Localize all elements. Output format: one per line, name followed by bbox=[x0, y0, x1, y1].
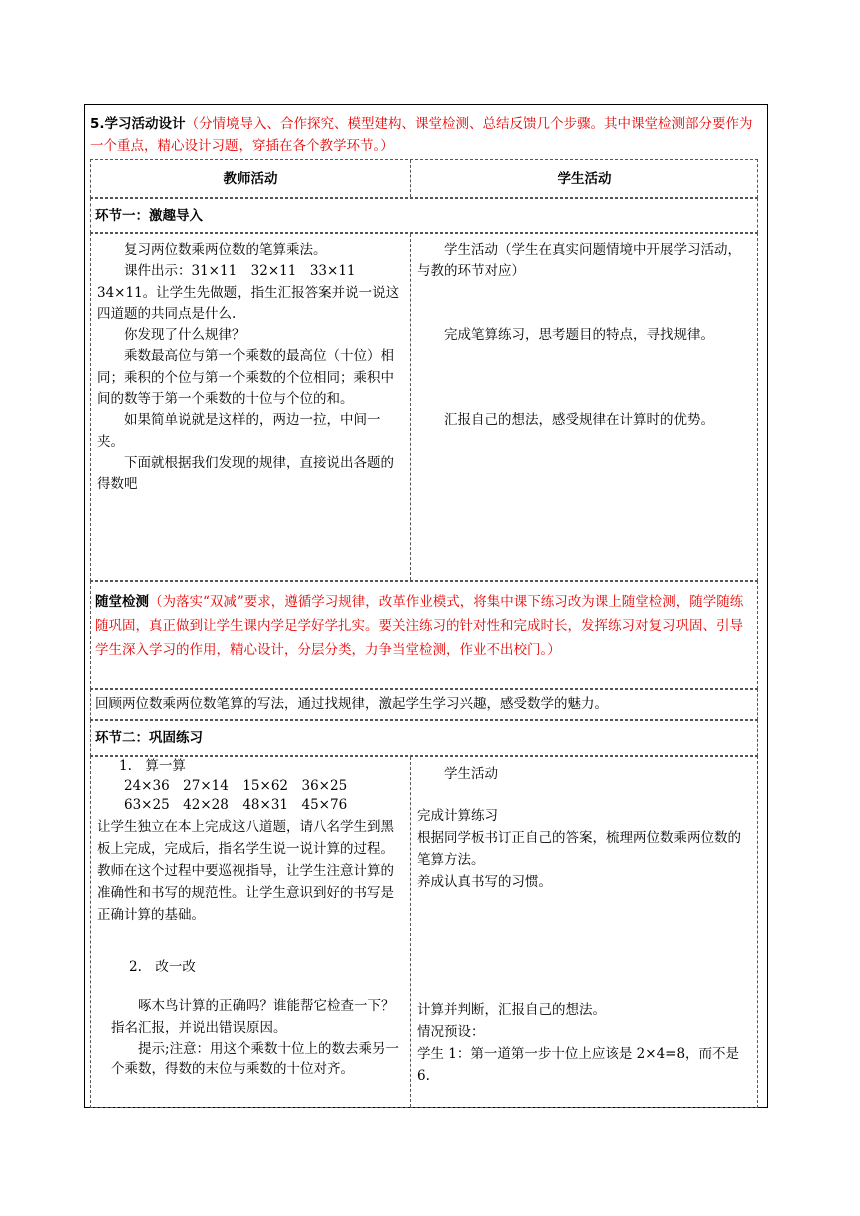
phase2-title: 环节二：巩固练习 bbox=[95, 730, 203, 746]
phase2-student-title: 学生活动 bbox=[444, 766, 498, 782]
item2-hint: 提示;注意：用这个乘数十位上的数去乘另一个乘数，得数的末位与乘数的十位对齐。 bbox=[111, 1041, 400, 1077]
phase2-student-cell bbox=[417, 763, 751, 1087]
phase1-student-line: 完成笔算练习，思考题目的特点，寻找规律。 bbox=[444, 326, 714, 343]
item1-title: 1. 算一算 bbox=[119, 758, 186, 774]
phase2-student-line: 完成计算练习 bbox=[417, 808, 498, 824]
section-heading bbox=[90, 113, 758, 157]
phase2-student-line: 根据同学板书订正自己的答案，梳理两位数乘两位数的笔算方法。 bbox=[417, 830, 741, 868]
item2-question: 啄木鸟计算的正确吗？谁能帮它检查一下？指名汇报，并说出错误原因。 bbox=[111, 998, 395, 1036]
phase1-teacher-cell bbox=[97, 240, 403, 496]
section-note: （分情境导入、合作探究、模型建构、课堂检测、总结反馈几个步骤。其中课堂检测部分要作为一个重点，精心设计习题，穿插在各个教学环节。） bbox=[90, 116, 753, 154]
phase1-teacher-line: 乘数最高位与第一个乘数的最高位（十位）相同；乘积的个位与第一个乘数的个位相同；乘积中间的数等于第一个乘数的十位与个位的和。 bbox=[97, 348, 394, 408]
phase2-teacher-cell bbox=[97, 757, 403, 1079]
phase2-title-row bbox=[90, 720, 758, 756]
header-student: 学生活动 bbox=[557, 171, 612, 187]
phase1-teacher-line: 课件出示：31×11 32×11 33×11 34×11。让学生先做题，指生汇报答案并说一说这四道题的共同点是什么. bbox=[97, 263, 400, 322]
section-title: 5.学习活动设计 bbox=[90, 116, 186, 132]
item1-instructions: 让学生独立在本上完成这八道题，请八名学生到黑板上完成，完成后，指名学生说一说计算的过程。教师在这个过程中要巡视指导，让学生注意计算的准确性和书写的规范性。让学生意识到好的书写是正确计算的基础。 bbox=[97, 818, 394, 923]
header-teacher: 教师活动 bbox=[223, 171, 278, 187]
phase1-content-row bbox=[90, 233, 758, 581]
exercise-row: 24×36 27×14 15×62 36×25 bbox=[124, 777, 348, 794]
phase1-title: 环节一：激趣导入 bbox=[95, 208, 203, 224]
phase1-student-cell bbox=[417, 240, 751, 431]
phase2-student-line: 计算并判断，汇报自己的想法。 bbox=[417, 1002, 606, 1018]
phase2-student-line: 学生 1：第一道第一步十位上应该是 2×4=8，而不是 6. bbox=[417, 1046, 740, 1084]
summary-row bbox=[90, 689, 758, 720]
phase1-teacher-line: 复习两位数乘两位数的笔算乘法。 bbox=[124, 242, 327, 258]
check-note: （为落实“双减”要求，遵循学习规律，改革作业模式，将集中课下练习改为课上随堂检测，随学随练随巩固，真正做到让学生课内学足学好学扎实。要关注练习的针对性和完成时长，发挥练习对复习巩固、引导学生深入学习的作用，精心设计，分层分类，力争当堂检测，作业不出校门。） bbox=[95, 594, 744, 658]
phase1-student-line: 学生活动（学生在真实问题情境中开展学习活动，与教的环节对应） bbox=[417, 242, 741, 280]
phase1-teacher-line: 你发现了什么规律？ bbox=[124, 327, 246, 344]
phase1-teacher-line: 如果简单说就是这样的，两边一拉，中间一夹。 bbox=[97, 412, 381, 450]
item2-title: 2. 改一改 bbox=[129, 958, 196, 975]
exercise-row: 63×25 42×28 48×31 45×76 bbox=[124, 797, 348, 813]
lesson-plan-frame bbox=[84, 104, 768, 1108]
phase1-title-row bbox=[90, 198, 758, 233]
phase2-student-line: 情况预设： bbox=[417, 1024, 485, 1040]
phase2-content-row bbox=[90, 756, 758, 1108]
check-row bbox=[90, 581, 758, 689]
phase1-teacher-line: 下面就根据我们发现的规律，直接说出各题的得数吧 bbox=[97, 454, 394, 493]
phase2-student-line: 养成认真书写的习惯。 bbox=[417, 874, 552, 890]
check-summary: 回顾两位数乘两位数笔算的写法，通过找规律，激起学生学习兴趣，感受数学的魅力。 bbox=[95, 696, 608, 712]
table-header-row bbox=[90, 159, 758, 198]
check-title: 随堂检测 bbox=[95, 594, 149, 610]
phase1-student-line: 汇报自己的想法，感受规律在计算时的优势。 bbox=[444, 411, 714, 428]
